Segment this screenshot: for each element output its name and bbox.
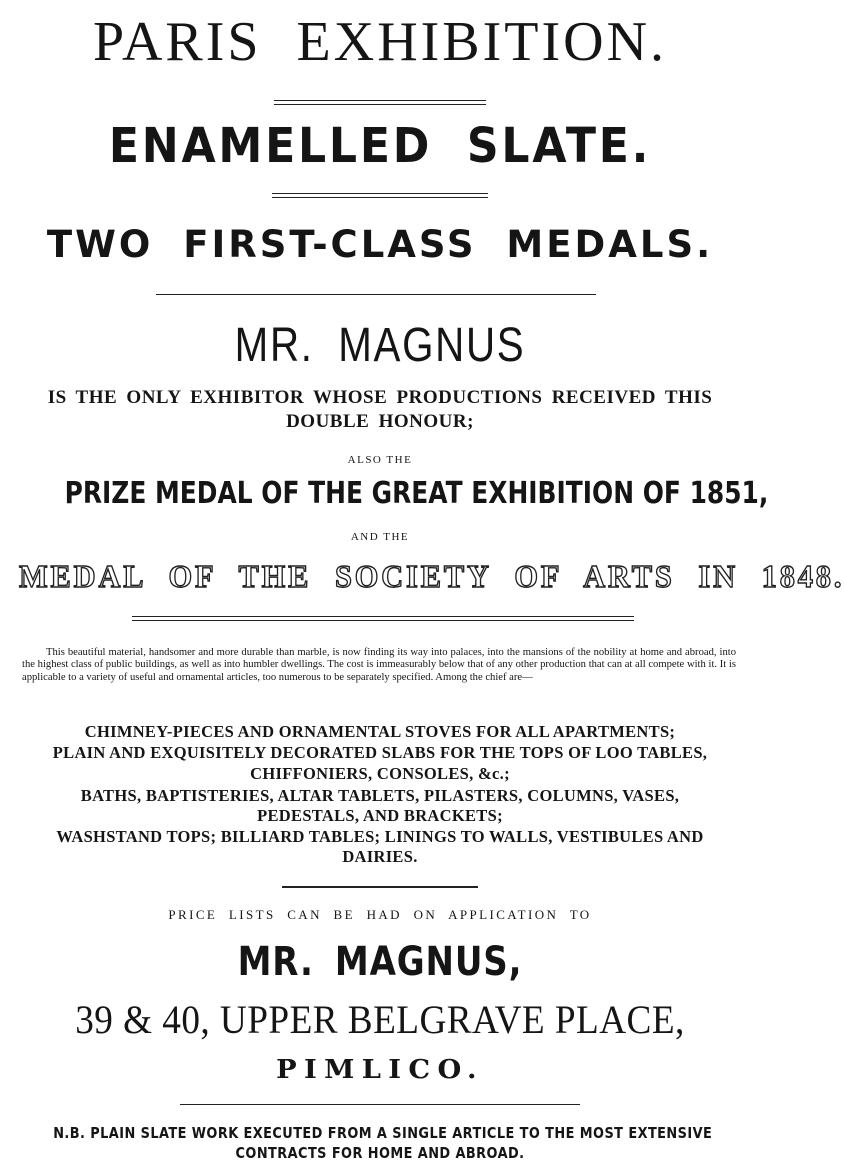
headline-enamelled-slate: ENAMELLED SLATE. (108, 118, 652, 174)
article-line-2: PLAIN AND EXQUISITELY DECORATED SLABS FOR THE TOPS OF LOO TABLES, (52, 743, 708, 762)
footer-note-line-2: CONTRACTS FOR HOME AND ABROAD. (235, 1144, 525, 1162)
divider-3 (156, 294, 596, 295)
article-line-4: BATHS, BAPTISTERIES, ALTAR TABLETS, PILASTERS, COLUMNS, VASES, (80, 786, 680, 805)
contact-district: PIMLICO. (276, 1055, 484, 1085)
divider-double-4 (132, 616, 634, 621)
price-lists-line: PRICE LISTS CAN BE HAD ON APPLICATION TO (168, 907, 592, 922)
divider-5 (282, 886, 478, 888)
headline-paris-exhibition: PARIS EXHIBITION. (92, 11, 668, 73)
article-line-5: PEDESTALS, AND BRACKETS; (257, 806, 503, 825)
article-line-1: CHIMNEY-PIECES AND ORNAMENTAL STOVES FOR ALL APARTMENTS; (84, 722, 676, 741)
divider-double-2 (272, 193, 488, 198)
honour-line-1: IS THE ONLY EXHIBITOR WHOSE PRODUCTIONS RECEIVED THIS (47, 387, 713, 408)
article-line-7: DAIRIES. (342, 847, 418, 866)
contact-address: 39 & 40, UPPER BELGRAVE PLACE, (75, 997, 685, 1042)
description-paragraph: This beautiful material, handsomer and more durable than marble, is now finding its way into palaces, into the mansions of the nobility at home and abroad, into the highest class of public buildings, as well as into humbler dwellings. The cost is immeasurably below that of any other production that can at all compete with it. It is applicable to a variety of useful and ornamental articles, too numerous to be separately specified. Among the chief are— (22, 647, 736, 683)
divider-double-1 (274, 100, 486, 105)
footer-note-line-1: N.B. PLAIN SLATE WORK EXECUTED FROM A SINGLE ARTICLE TO THE MOST EXTENSIVE (53, 1124, 713, 1142)
honour-line-2: DOUBLE HONOUR; (286, 411, 474, 432)
also-the-label: ALSO THE (347, 454, 413, 466)
society-medal-line: MEDAL OF THE SOCIETY OF ARTS IN 1848. (19, 558, 844, 594)
headline-two-medals: TWO FIRST-CLASS MEDALS. (46, 223, 714, 266)
prize-medal-line: PRIZE MEDAL OF THE GREAT EXHIBITION OF 1851, (64, 476, 769, 511)
divider-6 (180, 1104, 580, 1105)
article-line-6: WASHSTAND TOPS; BILLIARD TABLES; LININGS TO WALLS, VESTIBULES AND (56, 827, 704, 846)
exhibitor-name: MR. MAGNUS (234, 319, 526, 372)
contact-name: MR. MAGNUS, (237, 939, 523, 985)
and-the-label: AND THE (350, 531, 410, 543)
article-line-3: CHIFFONIERS, CONSOLES, &c.; (250, 764, 510, 783)
